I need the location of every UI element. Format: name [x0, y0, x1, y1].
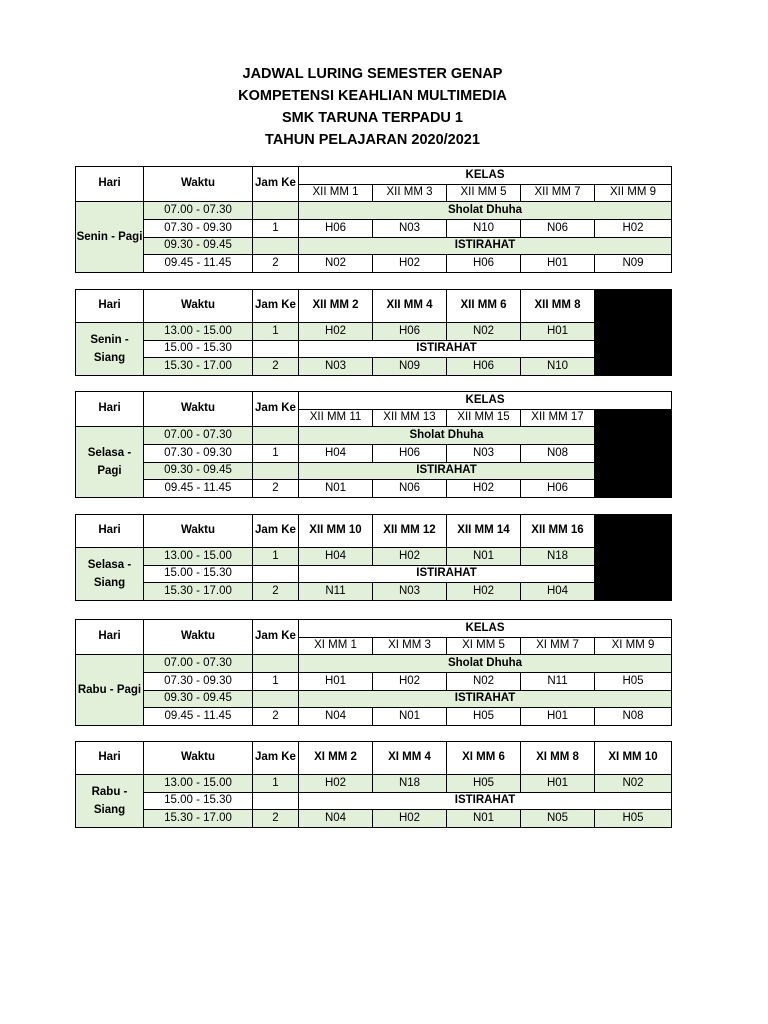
table-row [76, 255, 672, 273]
room-cell: N18 [521, 548, 595, 566]
blocked-cell [595, 290, 672, 323]
room-cell: H05 [595, 673, 672, 691]
istirahat-cell: ISTIRAHAT [299, 792, 672, 810]
room-cell: H06 [447, 358, 521, 376]
schedule-table [75, 391, 672, 498]
blocked-cell [595, 515, 672, 548]
schedule-table [75, 741, 672, 828]
room-cell: H04 [521, 583, 595, 601]
header-row [76, 620, 672, 638]
room-cell: N03 [447, 445, 521, 463]
room-cell: H02 [447, 480, 521, 498]
schedule-table [75, 514, 672, 601]
table-row [76, 655, 672, 673]
jam-cell: 1 [253, 775, 299, 793]
class-header: XI MM 5 [447, 637, 521, 655]
room-cell: N08 [521, 445, 595, 463]
room-cell: N18 [373, 775, 447, 793]
sholat-dhuha-cell: Sholat Dhuha [299, 655, 672, 673]
table-row [76, 462, 672, 480]
jam-cell [253, 237, 299, 255]
kelas-header: KELAS [299, 392, 672, 410]
time-cell: 09.45 - 11.45 [144, 708, 253, 726]
istirahat-cell: ISTIRAHAT [299, 237, 672, 255]
room-cell: N01 [299, 480, 373, 498]
room-cell: N09 [373, 358, 447, 376]
table-row [76, 810, 672, 828]
room-cell: H02 [595, 220, 672, 238]
title-line-2: KOMPETENSI KEAHLIAN MULTIMEDIA [238, 88, 507, 104]
room-cell: H02 [373, 810, 447, 828]
jam-cell [253, 690, 299, 708]
time-cell: 09.30 - 09.45 [144, 462, 253, 480]
room-cell: N11 [299, 583, 373, 601]
class-header: XII MM 10 [299, 515, 373, 548]
time-cell: 09.45 - 11.45 [144, 255, 253, 273]
header-row [76, 290, 672, 323]
time-cell: 07.00 - 07.30 [144, 427, 253, 445]
time-cell: 15.00 - 15.30 [144, 565, 253, 583]
room-cell: H02 [373, 673, 447, 691]
jam-ke-header: Jam Ke [253, 515, 299, 548]
jam-cell: 1 [253, 220, 299, 238]
sholat-dhuha-cell: Sholat Dhuha [299, 427, 595, 445]
jam-cell: 1 [253, 323, 299, 341]
jam-cell: 2 [253, 480, 299, 498]
room-cell: H02 [447, 583, 521, 601]
class-header: XII MM 1 [299, 184, 373, 202]
room-cell: H01 [521, 708, 595, 726]
jam-cell [253, 340, 299, 358]
blocked-cell [595, 409, 672, 427]
room-cell: N05 [521, 810, 595, 828]
table-row [76, 445, 672, 463]
title-line-4: TAHUN PELAJARAN 2020/2021 [265, 132, 480, 148]
class-header: XII MM 16 [521, 515, 595, 548]
time-cell: 07.00 - 07.30 [144, 202, 253, 220]
room-cell: N04 [299, 708, 373, 726]
kelas-header: KELAS [299, 167, 672, 185]
room-cell: H02 [373, 548, 447, 566]
day-cell: Selasa - Siang [76, 548, 144, 601]
table-row [76, 340, 672, 358]
schedule-table [75, 166, 672, 273]
room-cell: N06 [521, 220, 595, 238]
class-header: XII MM 2 [299, 290, 373, 323]
title-line-3: SMK TARUNA TERPADU 1 [282, 110, 463, 126]
table-row [76, 237, 672, 255]
jam-ke-header: Jam Ke [253, 620, 299, 655]
class-header: XI MM 9 [595, 637, 672, 655]
room-cell: N01 [373, 708, 447, 726]
table-row [76, 220, 672, 238]
header-row [76, 515, 672, 548]
class-header: XI MM 4 [373, 742, 447, 775]
time-cell: 07.30 - 09.30 [144, 220, 253, 238]
class-header: XII MM 8 [521, 290, 595, 323]
waktu-header: Waktu [144, 515, 253, 548]
table-row [76, 775, 672, 793]
istirahat-cell: ISTIRAHAT [299, 340, 595, 358]
istirahat-cell: ISTIRAHAT [299, 565, 595, 583]
day-cell: Senin - Siang [76, 323, 144, 376]
class-header: XII MM 3 [373, 184, 447, 202]
waktu-header: Waktu [144, 742, 253, 775]
table-row [76, 565, 672, 583]
class-header: XII MM 7 [521, 184, 595, 202]
jam-ke-header: Jam Ke [253, 742, 299, 775]
time-cell: 15.30 - 17.00 [144, 810, 253, 828]
table-row [76, 323, 672, 341]
hari-header: Hari [76, 392, 144, 427]
time-cell: 15.30 - 17.00 [144, 358, 253, 376]
table-row [76, 690, 672, 708]
jam-cell: 2 [253, 583, 299, 601]
jam-cell: 1 [253, 445, 299, 463]
room-cell: H02 [299, 775, 373, 793]
class-header: XII MM 15 [447, 409, 521, 427]
hari-header: Hari [76, 515, 144, 548]
jam-cell: 2 [253, 358, 299, 376]
room-cell: N01 [447, 548, 521, 566]
room-cell: N01 [447, 810, 521, 828]
blocked-cell [595, 323, 672, 376]
room-cell: H06 [447, 255, 521, 273]
day-cell: Senin - Pagi [76, 202, 144, 273]
document-title [0, 63, 745, 151]
time-cell: 07.30 - 09.30 [144, 673, 253, 691]
room-cell: H01 [521, 323, 595, 341]
time-cell: 09.30 - 09.45 [144, 690, 253, 708]
room-cell: H05 [447, 708, 521, 726]
room-cell: N03 [373, 220, 447, 238]
waktu-header: Waktu [144, 167, 253, 202]
class-header: XII MM 5 [447, 184, 521, 202]
class-header: XII MM 13 [373, 409, 447, 427]
class-header: XI MM 1 [299, 637, 373, 655]
room-cell: H04 [299, 445, 373, 463]
class-header: XII MM 14 [447, 515, 521, 548]
jam-cell [253, 427, 299, 445]
jam-cell: 1 [253, 548, 299, 566]
room-cell: H06 [373, 323, 447, 341]
class-header: XII MM 11 [299, 409, 373, 427]
class-header: XII MM 9 [595, 184, 672, 202]
room-cell: H05 [595, 810, 672, 828]
schedule-table [75, 289, 672, 376]
room-cell: N06 [373, 480, 447, 498]
waktu-header: Waktu [144, 392, 253, 427]
room-cell: H05 [447, 775, 521, 793]
time-cell: 13.00 - 15.00 [144, 775, 253, 793]
room-cell: N09 [595, 255, 672, 273]
jam-cell: 2 [253, 708, 299, 726]
time-cell: 15.00 - 15.30 [144, 792, 253, 810]
room-cell: N02 [595, 775, 672, 793]
jam-cell [253, 462, 299, 480]
table-row [76, 202, 672, 220]
hari-header: Hari [76, 167, 144, 202]
room-cell: H04 [299, 548, 373, 566]
header-row [76, 392, 672, 410]
hari-header: Hari [76, 290, 144, 323]
table-row [76, 548, 672, 566]
blocked-cell [595, 427, 672, 498]
time-cell: 15.30 - 17.00 [144, 583, 253, 601]
room-cell: N03 [373, 583, 447, 601]
room-cell: N03 [299, 358, 373, 376]
class-header: XII MM 17 [521, 409, 595, 427]
room-cell: N02 [447, 323, 521, 341]
header-row [76, 167, 672, 185]
day-cell: Rabu - Pagi [76, 655, 144, 726]
table-row [76, 673, 672, 691]
waktu-header: Waktu [144, 290, 253, 323]
room-cell: N10 [447, 220, 521, 238]
table-row [76, 427, 672, 445]
waktu-header: Waktu [144, 620, 253, 655]
sholat-dhuha-cell: Sholat Dhuha [299, 202, 672, 220]
table-row [76, 358, 672, 376]
class-header: XI MM 8 [521, 742, 595, 775]
room-cell: H02 [299, 323, 373, 341]
table-row [76, 792, 672, 810]
room-cell: N08 [595, 708, 672, 726]
jam-cell: 2 [253, 810, 299, 828]
jam-ke-header: Jam Ke [253, 167, 299, 202]
time-cell: 15.00 - 15.30 [144, 340, 253, 358]
jam-cell [253, 565, 299, 583]
jam-cell [253, 655, 299, 673]
room-cell: N11 [521, 673, 595, 691]
room-cell: N02 [447, 673, 521, 691]
jam-cell: 1 [253, 673, 299, 691]
table-row [76, 708, 672, 726]
class-header: XII MM 4 [373, 290, 447, 323]
istirahat-cell: ISTIRAHAT [299, 462, 595, 480]
day-cell: Rabu - Siang [76, 775, 144, 828]
table-row [76, 583, 672, 601]
class-header: XI MM 6 [447, 742, 521, 775]
jam-ke-header: Jam Ke [253, 392, 299, 427]
room-cell: H06 [373, 445, 447, 463]
class-header: XI MM 2 [299, 742, 373, 775]
blocked-cell [595, 548, 672, 601]
jam-cell [253, 792, 299, 810]
room-cell: H01 [521, 255, 595, 273]
room-cell: N02 [299, 255, 373, 273]
jam-ke-header: Jam Ke [253, 290, 299, 323]
class-header: XI MM 7 [521, 637, 595, 655]
class-header: XI MM 10 [595, 742, 672, 775]
day-cell: Selasa - Pagi [76, 427, 144, 498]
time-cell: 09.45 - 11.45 [144, 480, 253, 498]
time-cell: 07.00 - 07.30 [144, 655, 253, 673]
class-header: XII MM 6 [447, 290, 521, 323]
time-cell: 13.00 - 15.00 [144, 323, 253, 341]
room-cell: H01 [521, 775, 595, 793]
jam-cell: 2 [253, 255, 299, 273]
kelas-header: KELAS [299, 620, 672, 638]
class-header: XII MM 12 [373, 515, 447, 548]
table-row [76, 480, 672, 498]
header-row [76, 742, 672, 775]
room-cell: H06 [299, 220, 373, 238]
time-cell: 13.00 - 15.00 [144, 548, 253, 566]
time-cell: 09.30 - 09.45 [144, 237, 253, 255]
hari-header: Hari [76, 742, 144, 775]
hari-header: Hari [76, 620, 144, 655]
room-cell: N04 [299, 810, 373, 828]
schedule-table [75, 619, 672, 726]
room-cell: N10 [521, 358, 595, 376]
class-header: XI MM 3 [373, 637, 447, 655]
room-cell: H02 [373, 255, 447, 273]
time-cell: 07.30 - 09.30 [144, 445, 253, 463]
jam-cell [253, 202, 299, 220]
istirahat-cell: ISTIRAHAT [299, 690, 672, 708]
title-line-1: JADWAL LURING SEMESTER GENAP [242, 66, 503, 82]
room-cell: H06 [521, 480, 595, 498]
room-cell: H01 [299, 673, 373, 691]
